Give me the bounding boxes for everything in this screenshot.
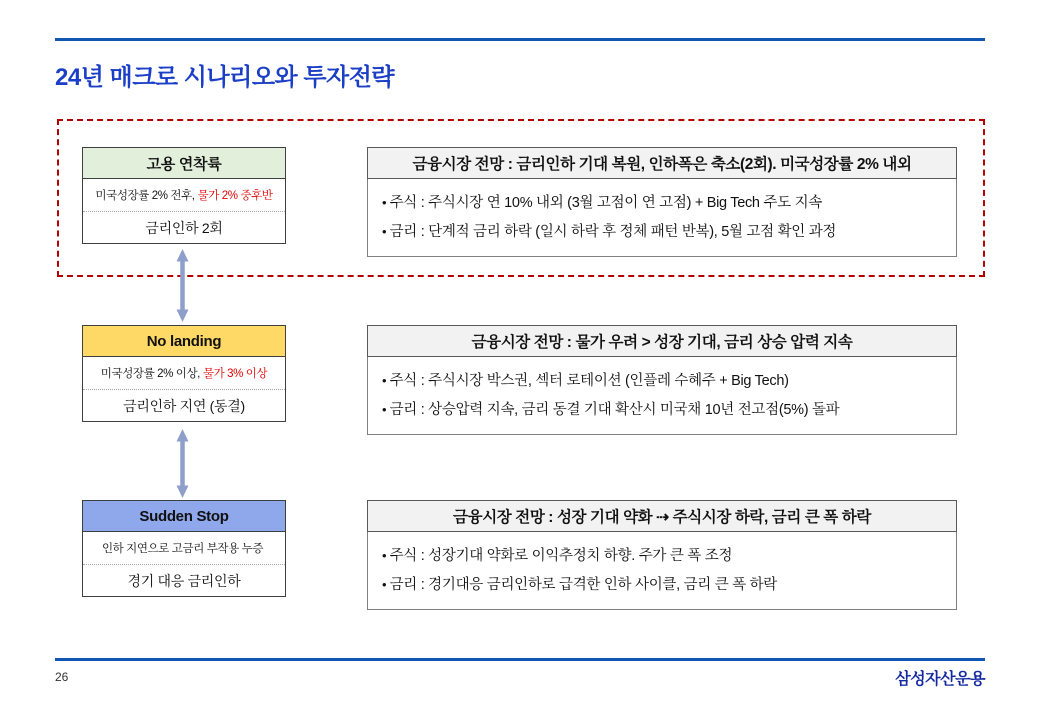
scenario-action: 금리인하 지연 (동결): [83, 389, 285, 421]
outlook-title: 금융시장 전망 : 물가 우려 > 성장 기대, 금리 상승 압력 지속: [367, 325, 957, 357]
outlook-bullet-rates: • 금리 : 상승압력 지속, 금리 동결 기대 확산시 미국채 10년 전고점(5%) 돌파: [382, 398, 940, 422]
double-arrow-icon: [175, 428, 190, 499]
outlook-title: 금융시장 전망 : 금리인하 기대 복원, 인하폭은 축소(2회). 미국성장률 2% 내외: [367, 147, 957, 179]
condition-text: 인하 지연으로 고금리 부작용 누증: [101, 543, 264, 555]
condition-highlight-text: 물가 2% 중후반: [197, 190, 273, 202]
scenario-card-no-landing: [82, 325, 286, 422]
footer-rule: [55, 658, 985, 661]
scenario-action: 경기 대응 금리인하: [83, 564, 285, 596]
outlook-bullet-stocks: • 주식 : 주식시장 연 10% 내외 (3월 고점이 연 고점) + Big Tech 주도 지속: [382, 191, 940, 215]
condition-highlight-text: 물가 3% 이상: [202, 368, 268, 380]
condition-text: 미국성장률 2% 이상,: [100, 368, 200, 380]
outlook-bullet-stocks: • 주식 : 성장기대 약화로 이익추정치 하향. 주가 큰 폭 조정: [382, 544, 940, 568]
scenario-condition: [83, 532, 285, 564]
top-rule: [55, 38, 985, 41]
page-number: 26: [55, 670, 69, 684]
scenario-condition: [83, 179, 285, 211]
double-arrow-icon: [175, 248, 190, 323]
scenario-name: No landing: [83, 326, 285, 357]
scenario-card-soft-landing: [82, 147, 286, 244]
scenario-card-sudden-stop: [82, 500, 286, 597]
outlook-body: [367, 357, 957, 435]
outlook-bullet-stocks: • 주식 : 주식시장 박스권, 섹터 로테이션 (인플레 수혜주 + Big Tech): [382, 369, 940, 393]
outlook-bullet-rates: • 금리 : 경기대응 금리인하로 급격한 인하 사이클, 금리 큰 폭 하락: [382, 573, 940, 597]
scenario-name: 고용 연착륙: [83, 148, 285, 179]
outlook-box-sudden-stop: [367, 500, 957, 610]
scenario-condition: [83, 357, 285, 389]
outlook-bullet-rates: • 금리 : 단계적 금리 하락 (일시 하락 후 정체 패턴 반복), 5월 고점 확인 과정: [382, 220, 940, 244]
outlook-title: 금융시장 전망 : 성장 기대 약화 ⇢ 주식시장 하락, 금리 큰 폭 하락: [367, 500, 957, 532]
outlook-box-soft-landing: [367, 147, 957, 257]
outlook-box-no-landing: [367, 325, 957, 435]
outlook-body: [367, 532, 957, 610]
outlook-body: [367, 179, 957, 257]
scenario-action: 금리인하 2회: [83, 211, 285, 243]
scenario-name: Sudden Stop: [83, 501, 285, 532]
page-title: 24년 매크로 시나리오와 투자전략: [55, 64, 395, 91]
company-logo: 삼성자산운용: [895, 671, 985, 688]
condition-text: 미국성장률 2% 전후,: [95, 190, 195, 202]
